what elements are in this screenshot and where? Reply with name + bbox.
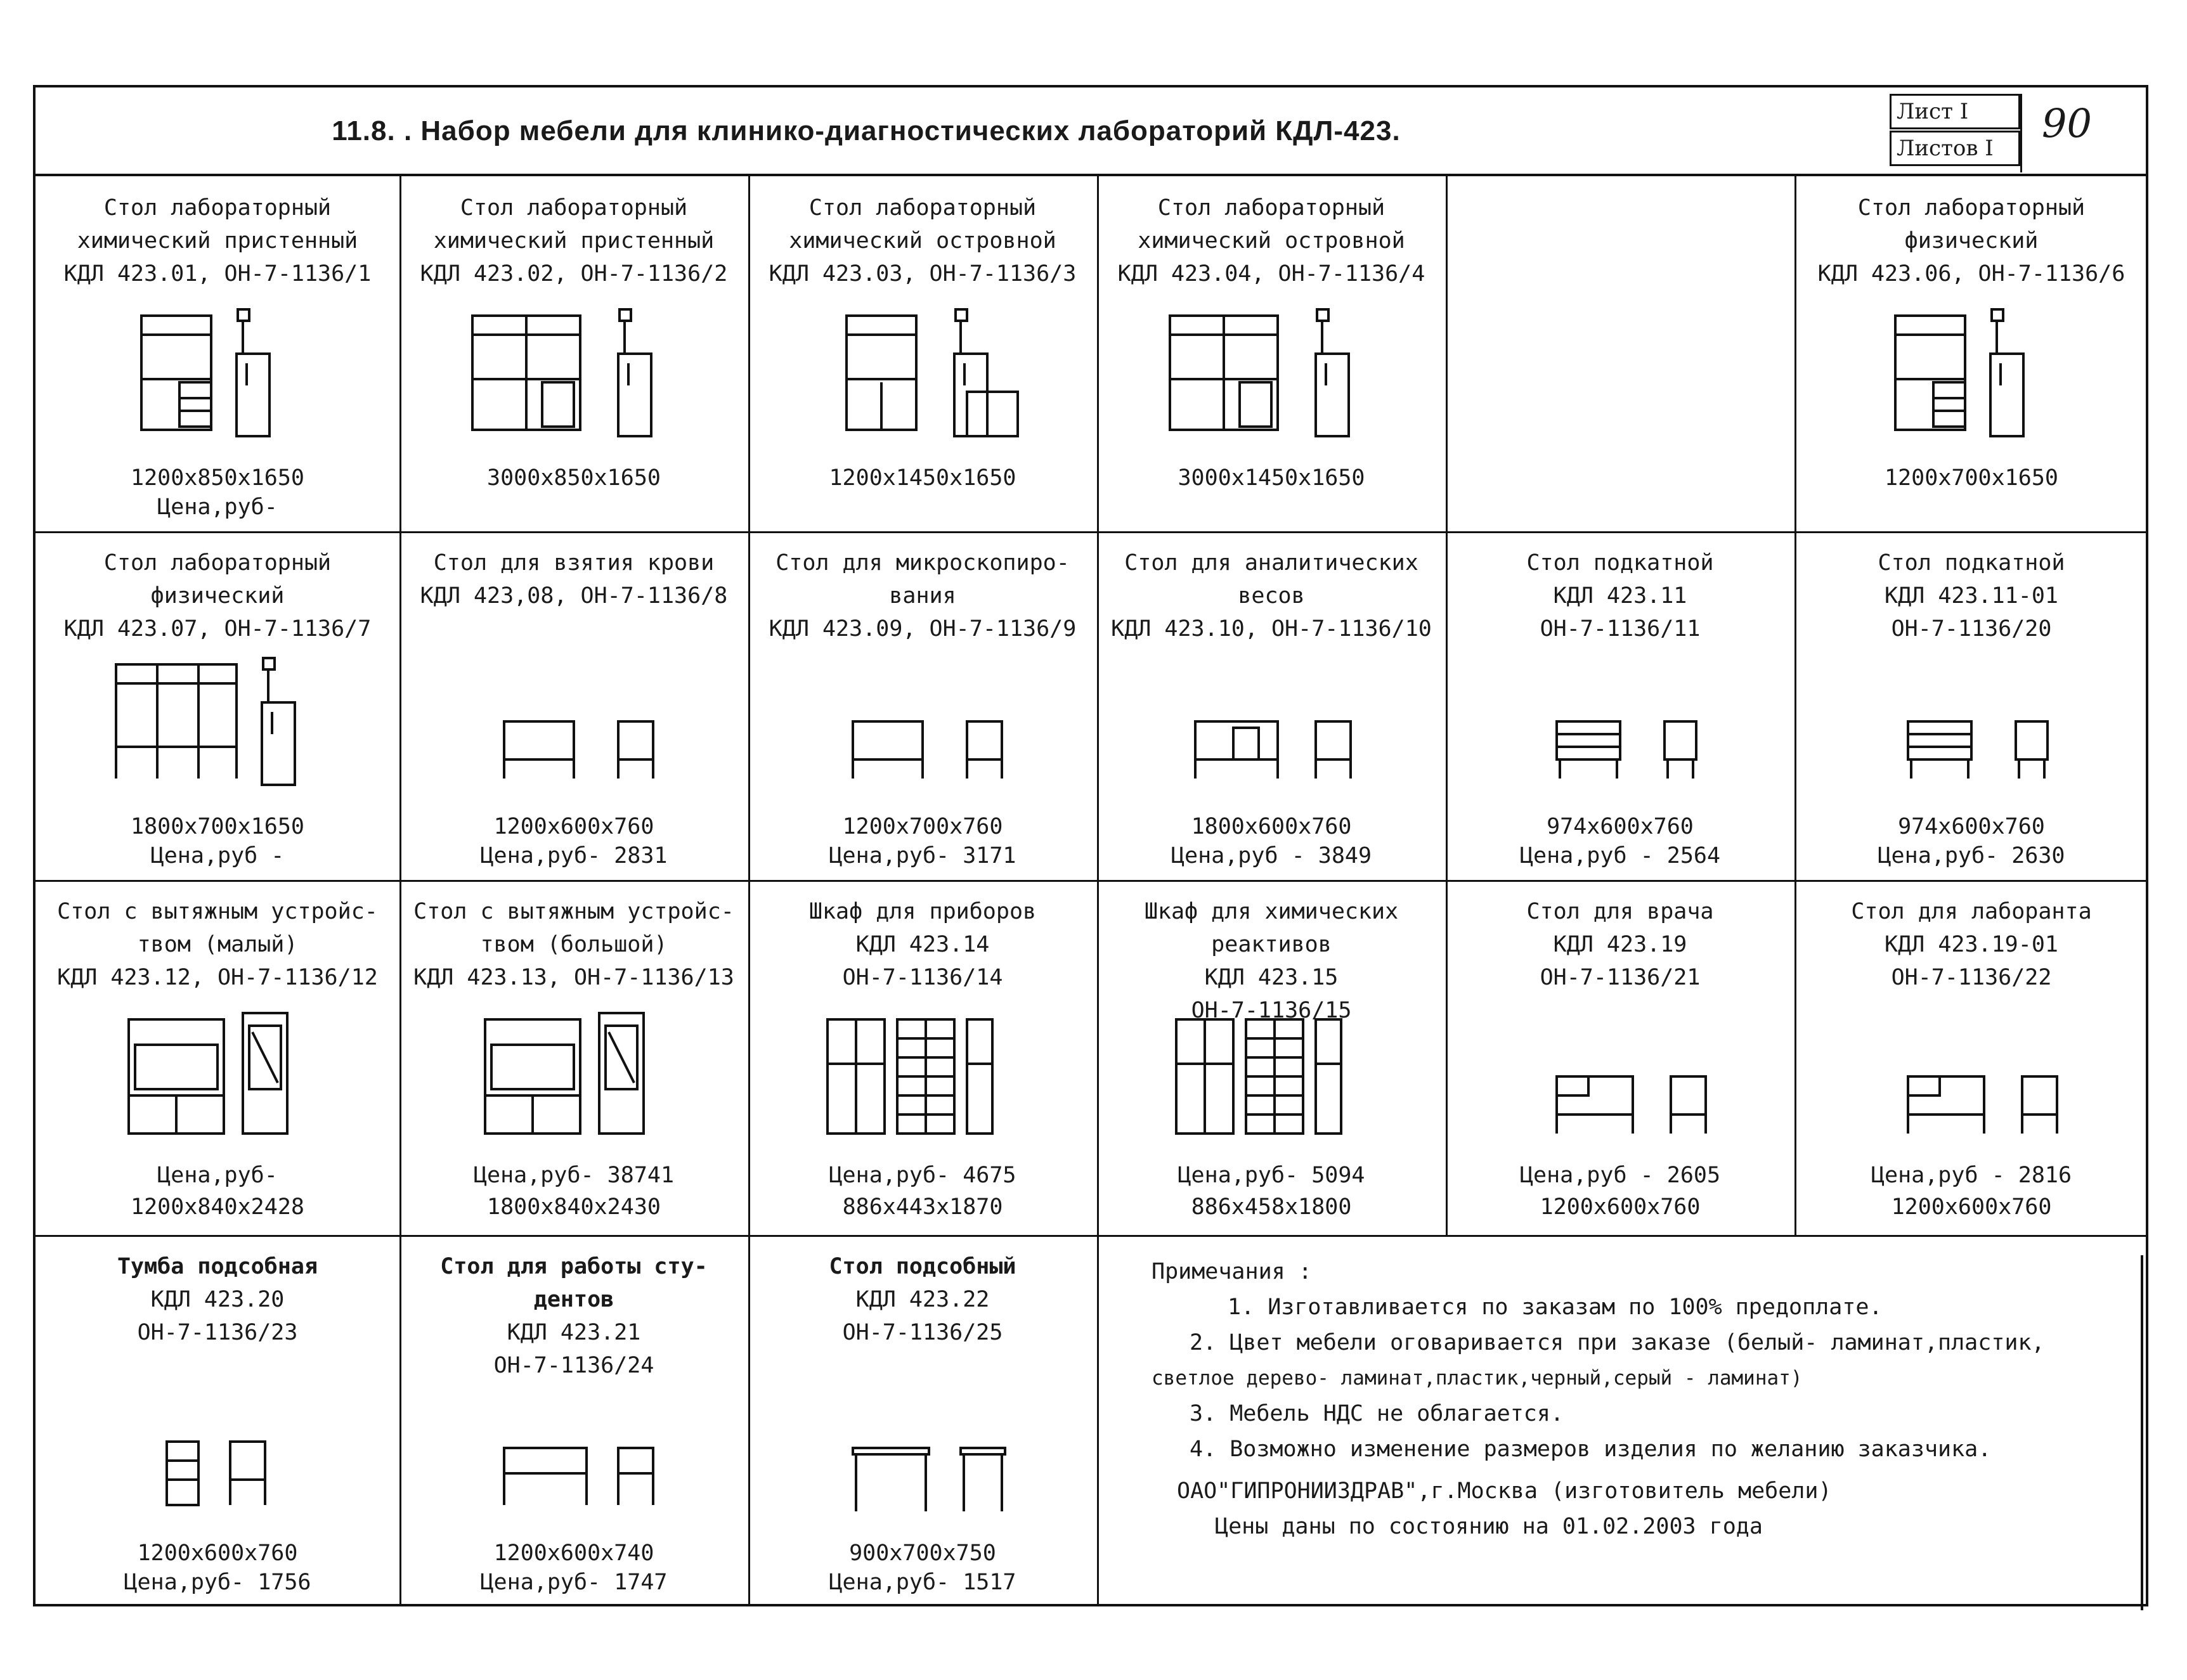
item-name: Стол для микроскопиро- вания [776, 550, 1070, 609]
item-code: КДЛ 423.09, ОН-7-1136/9 [769, 616, 1077, 642]
item-price: Цена,руб - 2564 [1519, 843, 1721, 869]
column-divider [1446, 176, 1448, 531]
furniture-sketch [103, 1378, 332, 1534]
furniture-item [1794, 176, 2148, 531]
furniture-item [1097, 531, 1446, 880]
furniture-sketch [1857, 652, 2086, 807]
item-price: Цена,руб- [157, 494, 278, 520]
item-code: КДЛ 423.21 ОН-7-1136/24 [493, 1320, 654, 1378]
furniture-item [399, 880, 748, 1235]
item-dimensions: 900x700x750 [849, 1541, 996, 1566]
item-dimensions: 974x600x760 [1898, 814, 2045, 839]
item-dimensions: 3000x1450x1650 [1178, 465, 1365, 491]
item-code: КДЛ 423.22 ОН-7-1136/25 [842, 1287, 1003, 1345]
item-dimensions: 1800x840x2430 [487, 1194, 661, 1220]
item-code: КДЛ 423.12, ОН-7-1136/12 [57, 965, 378, 990]
furniture-sketch [808, 1378, 1037, 1534]
furniture-item [1097, 880, 1446, 1235]
note-line-4: 3. Мебель НДС не облагается. [1190, 1401, 1564, 1426]
item-name: Стол подсобный [829, 1254, 1016, 1279]
item-price: Цена,руб - 3849 [1171, 843, 1372, 869]
furniture-sketch [103, 1007, 332, 1162]
furniture-sketch [808, 1007, 1037, 1162]
item-name: Стол для аналитических весов [1124, 550, 1418, 609]
item-name: Стол для лаборанта [1851, 899, 2092, 924]
note-line-1: 1. Изготавливается по заказам по 100% предоплате. [1228, 1295, 1883, 1320]
furniture-sketch [460, 1378, 688, 1534]
item-name: Стол лабораторный химический пристенный [433, 195, 715, 254]
item-dimensions: 1200x700x760 [842, 814, 1003, 839]
item-dimensions: 1200x1450x1650 [829, 465, 1016, 491]
item-dimensions: 3000x850x1650 [487, 465, 661, 491]
item-name: Тумба подсобная [117, 1254, 318, 1279]
furniture-item [36, 531, 399, 880]
item-code: КДЛ 423.20 ОН-7-1136/23 [137, 1287, 298, 1345]
furniture-sketch [460, 1007, 688, 1162]
item-code: КДЛ 423.15 ОН-7-1136/15 [1191, 965, 1352, 1023]
page-number: 90 [2042, 100, 2092, 146]
sheet-stamp [1890, 94, 2150, 172]
item-price: Цена,руб- [157, 1163, 278, 1188]
furniture-sketch [1857, 303, 2086, 458]
item-name: Стол лабораторный химический пристенный [77, 195, 358, 254]
sheet-label: Лист I [1890, 94, 2020, 129]
manufacturer-line: ОАО"ГИПРОНИИЗДРАВ",г.Москва (изготовитель мебели) [1177, 1478, 1832, 1504]
furniture-sketch [808, 652, 1037, 807]
item-price: Цена,руб- 4675 [829, 1163, 1016, 1188]
item-name: Стол лабораторный химический островной [1138, 195, 1405, 254]
item-code: КДЛ 423.04, ОН-7-1136/4 [1117, 261, 1425, 287]
column-divider [1097, 1235, 1099, 1606]
note-line-3: светлое дерево- ламинат,пластик,черный,серый - ламинат) [1152, 1367, 1803, 1390]
item-dimensions: 1200x840x2428 [131, 1194, 304, 1220]
catalog-sheet [33, 85, 2148, 1606]
furniture-sketch [1857, 1007, 2086, 1162]
item-dimensions: 1200x600x760 [493, 814, 654, 839]
item-price: Цена,руб- 2831 [480, 843, 668, 869]
notes-heading: Примечания : [1152, 1259, 1312, 1284]
furniture-item [1097, 176, 1446, 531]
furniture-item [36, 1235, 399, 1606]
item-name: Стол лабораторный физический [103, 550, 332, 609]
furniture-item [36, 176, 399, 531]
furniture-sketch [460, 652, 688, 807]
price-date-line: Цены даны по состоянию на 01.02.2003 года [1215, 1514, 1763, 1539]
furniture-sketch [103, 652, 332, 807]
item-dimensions: 886x458x1800 [1191, 1194, 1352, 1220]
furniture-item [399, 1235, 748, 1606]
furniture-item [748, 531, 1097, 880]
furniture-item [1794, 880, 2148, 1235]
item-dimensions: 1200x850x1650 [131, 465, 304, 491]
item-name: Стол для врача [1526, 899, 1714, 924]
furniture-sketch [460, 303, 688, 458]
item-name: Шкаф для химических реактивов [1144, 899, 1399, 957]
item-code: КДЛ 423.02, ОН-7-1136/2 [420, 261, 728, 287]
item-name: Стол лабораторный физический [1857, 195, 2086, 254]
item-name: Стол лабораторный химический островной [789, 195, 1056, 254]
item-name: Шкаф для приборов [808, 899, 1037, 924]
item-price: Цена,руб - [150, 843, 285, 869]
item-name: Стол для работы сту- дентов [440, 1254, 708, 1312]
item-code: КДЛ 423,08, ОН-7-1136/8 [420, 583, 728, 609]
item-code: КДЛ 423.10, ОН-7-1136/10 [1111, 616, 1432, 642]
item-name: Стол для взятия крови [433, 550, 715, 576]
item-code: КДЛ 423.01, ОН-7-1136/1 [63, 261, 372, 287]
item-name: Стол с вытяжным устройс- твом (большой) [413, 899, 734, 957]
item-code: КДЛ 423.03, ОН-7-1136/3 [769, 261, 1077, 287]
item-code: КДЛ 423.06, ОН-7-1136/6 [1817, 261, 2125, 287]
item-dimensions: 1200x600x760 [1891, 1194, 2052, 1220]
furniture-sketch [103, 303, 332, 458]
page-title: 11.8. . Набор мебели для клинико-диагностических лабораторий КДЛ-423. [332, 115, 1401, 146]
item-code: КДЛ 423.07, ОН-7-1136/7 [63, 616, 372, 642]
furniture-item [748, 176, 1097, 531]
item-dimensions: 1200x600x740 [493, 1541, 654, 1566]
item-name: Стол подкатной [1878, 550, 2065, 576]
note-line-2: 2. Цвет мебели оговаривается при заказе (белый- ламинат,пластик, [1190, 1330, 2045, 1355]
furniture-sketch [1157, 652, 1386, 807]
item-price: Цена,руб- 1756 [124, 1570, 311, 1595]
item-price: Цена,руб- 5094 [1178, 1163, 1365, 1188]
item-code: КДЛ 423.19-01 ОН-7-1136/22 [1885, 932, 2058, 990]
furniture-item [1794, 531, 2148, 880]
item-price: Цена,руб- 2630 [1878, 843, 2065, 869]
item-price: Цена,руб - 2816 [1871, 1163, 2072, 1188]
furniture-sketch [808, 303, 1037, 458]
furniture-item [748, 880, 1097, 1235]
note-line-5: 4. Возможно изменение размеров изделия по желанию заказчика. [1190, 1437, 1992, 1462]
furniture-sketch [1157, 1007, 1386, 1162]
furniture-item [1446, 880, 1794, 1235]
item-dimensions: 1200x600x760 [1540, 1194, 1701, 1220]
item-dimensions: 1800x700x1650 [131, 814, 304, 839]
item-dimensions: 1800x600x760 [1191, 814, 1352, 839]
furniture-item [399, 176, 748, 531]
item-price: Цена,руб- 3171 [829, 843, 1016, 869]
item-price: Цена,руб - 2605 [1519, 1163, 1721, 1188]
sheets-count-label: Листов I [1890, 131, 2020, 166]
item-code: КДЛ 423.14 ОН-7-1136/14 [842, 932, 1003, 990]
item-dimensions: 886x443x1870 [842, 1194, 1003, 1220]
item-dimensions: 974x600x760 [1547, 814, 1694, 839]
notes-block [1152, 1254, 2141, 1544]
item-price: Цена,руб- 38741 [473, 1163, 675, 1188]
furniture-sketch [1506, 1007, 1734, 1162]
item-code: КДЛ 423.19 ОН-7-1136/21 [1540, 932, 1701, 990]
furniture-item [399, 531, 748, 880]
item-dimensions: 1200x600x760 [137, 1541, 298, 1566]
item-code: КДЛ 423.13, ОН-7-1136/13 [413, 965, 734, 990]
item-name: Стол подкатной [1526, 550, 1714, 576]
item-price: Цена,руб- 1517 [829, 1570, 1016, 1595]
item-dimensions: 1200x700x1650 [1885, 465, 2058, 491]
furniture-sketch [1157, 303, 1386, 458]
item-price: Цена,руб- 1747 [480, 1570, 668, 1595]
furniture-item [36, 880, 399, 1235]
furniture-item [748, 1235, 1097, 1606]
sheet-header [36, 87, 2146, 176]
item-code: КДЛ 423.11 ОН-7-1136/11 [1540, 583, 1701, 642]
furniture-item [1446, 531, 1794, 880]
item-name: Стол с вытяжным устройс- твом (малый) [57, 899, 378, 957]
furniture-sketch [1506, 652, 1734, 807]
item-code: КДЛ 423.11-01 ОН-7-1136/20 [1885, 583, 2058, 642]
